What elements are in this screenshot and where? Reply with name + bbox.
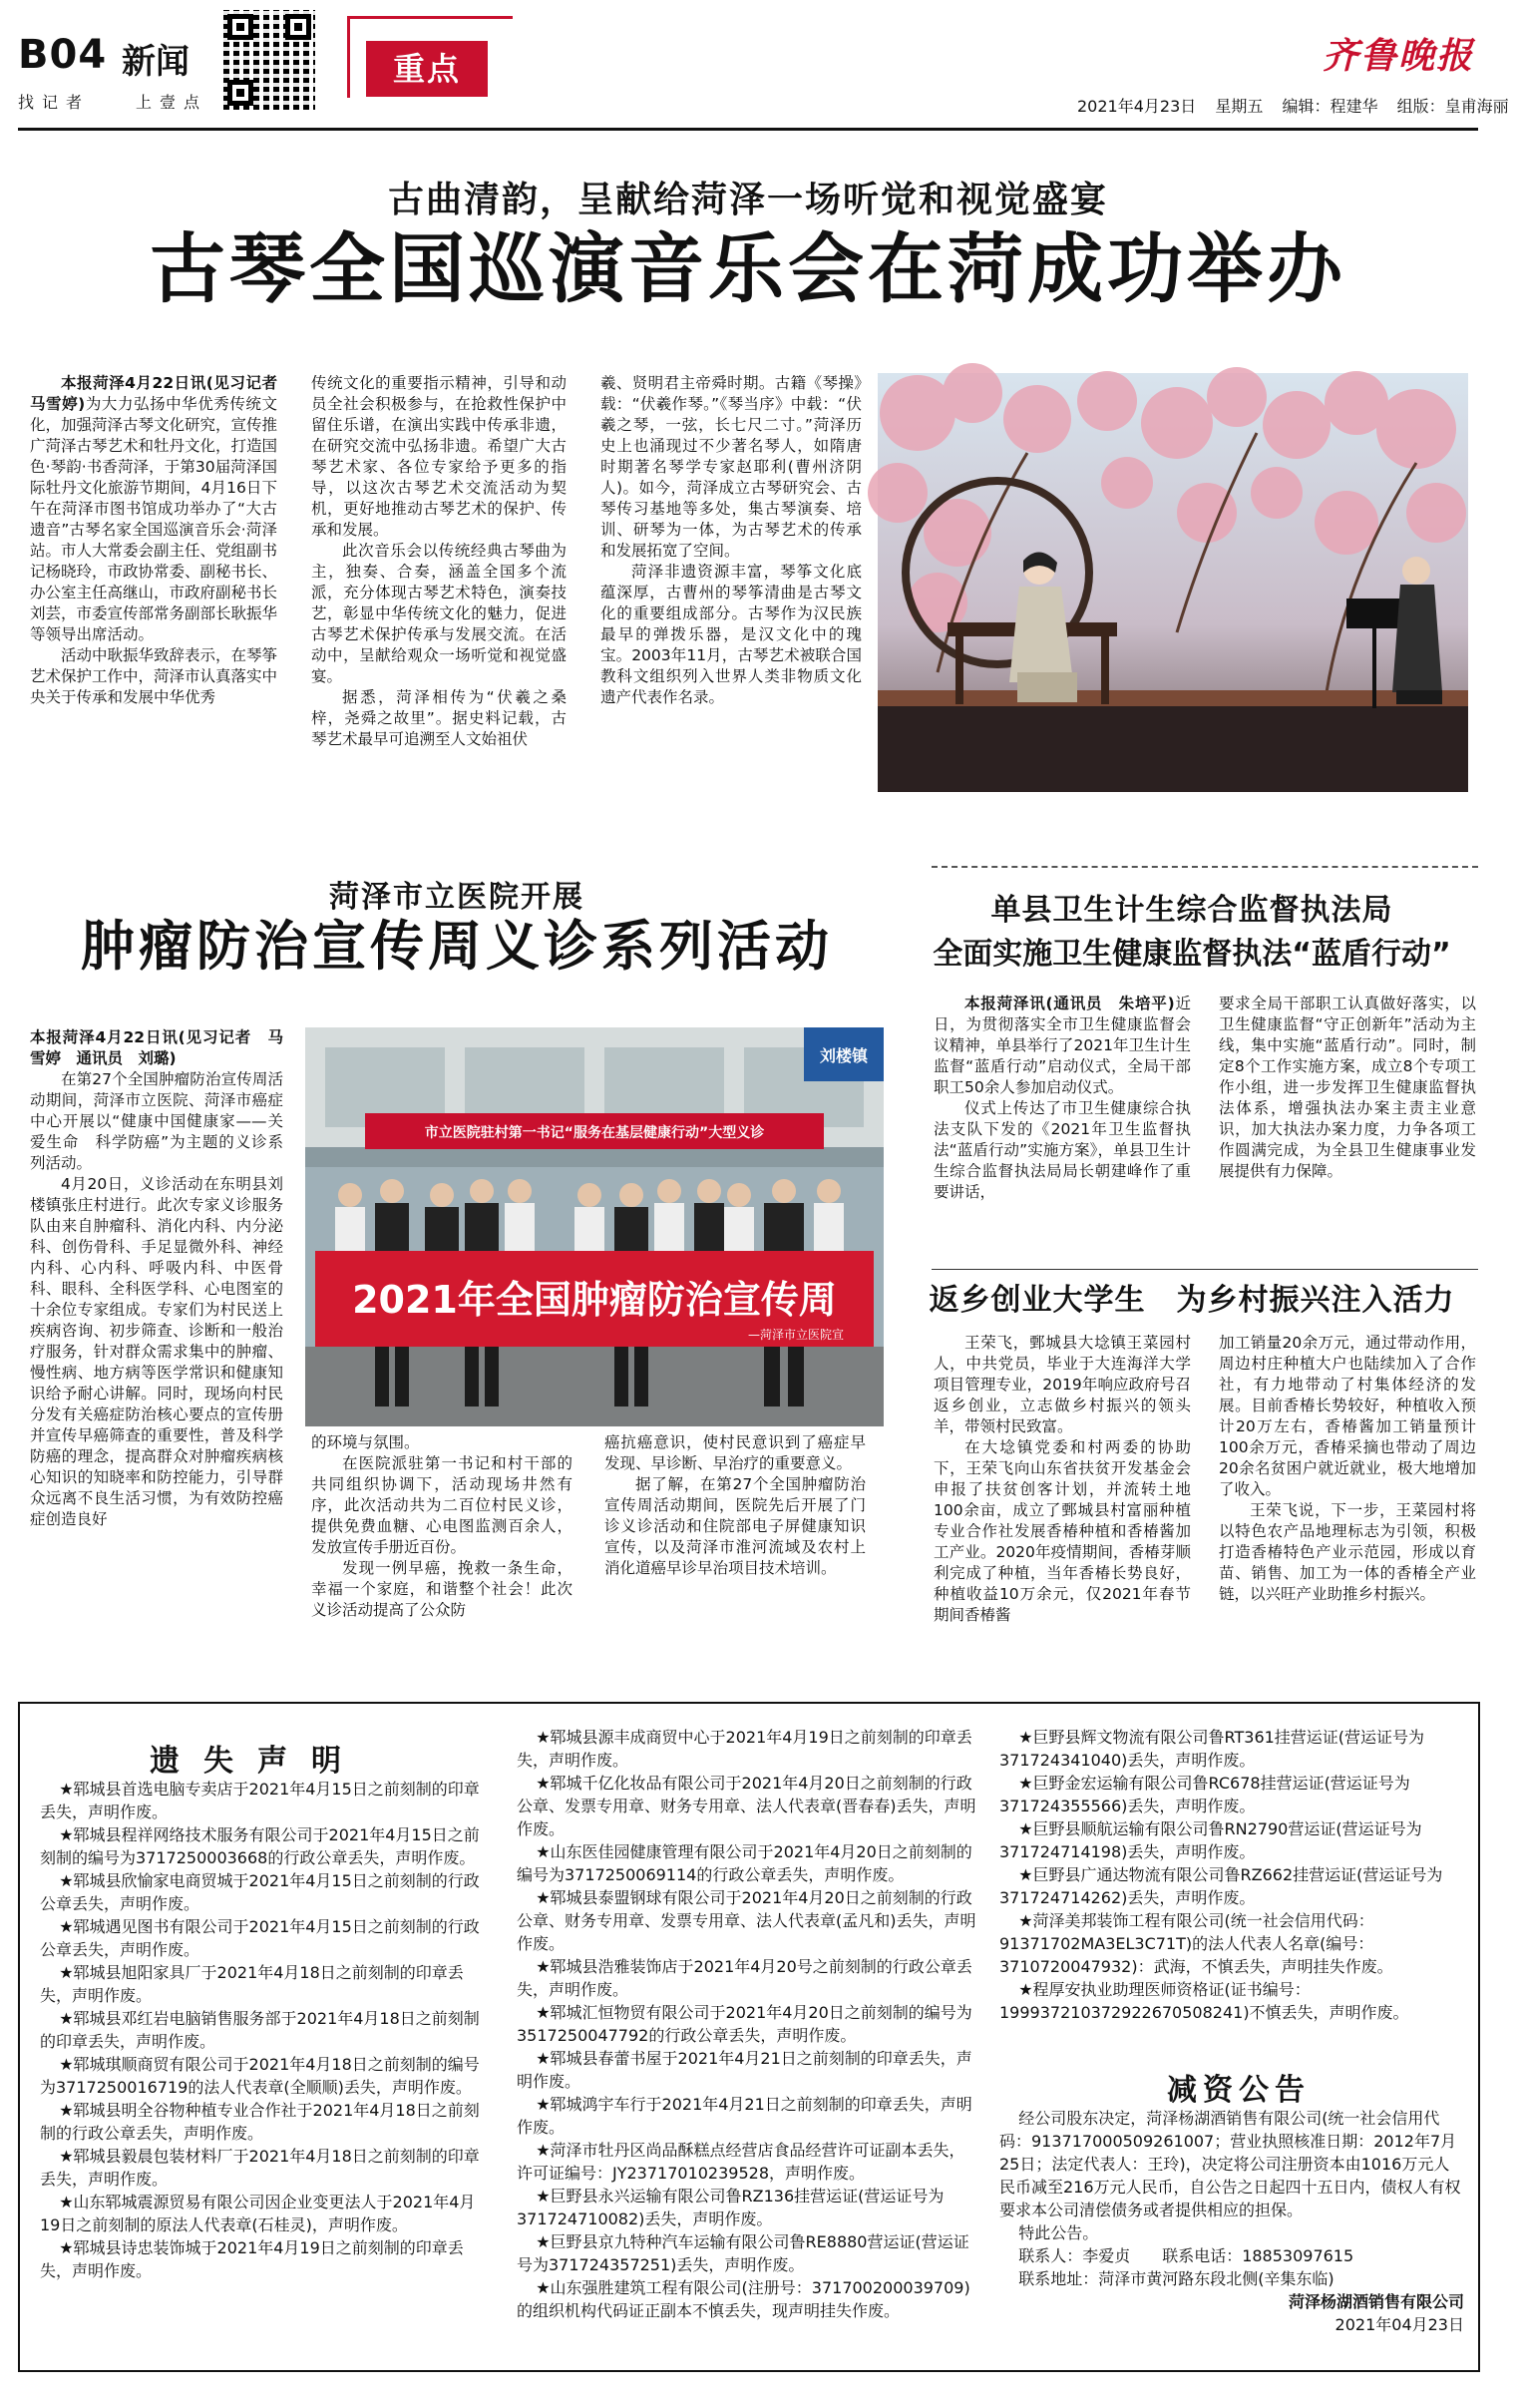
article3-col1-text: 近日，为贯彻落实全市卫生健康监督会议精神，单县举行了2021年卫生计生监督“蓝盾行动”启动仪式，全局干部职工50余人参加启动仪式。 — [934, 995, 1191, 1096]
masthead-sub-right: 上壹点 — [136, 93, 208, 112]
notice-item: ★山东医佳园健康管理有限公司于2021年4月20日之前刻制的编号为3717250069114的行政公章丢失，声明作废。 — [517, 1842, 972, 1884]
article3-headline-line1: 单县卫生计生综合监督执法局 — [990, 893, 1393, 928]
article1-headline: 古琴全国巡演音乐会在菏成功举办 — [150, 224, 1346, 313]
article3-byline: 本报菏泽讯(通讯员 朱培平) — [964, 995, 1175, 1012]
article1-col3b-text: 菏泽非遗资源丰富，琴筝文化底蕴深厚，古曹州的琴筝清曲是古琴文化的重要组成部分。古琴作为汉民族最早的弹拨乐器，是汉文化中的瑰宝。2003年11月，古琴艺术被联合国教科文组织列入世界人类非物质文化遗产代表作名录。 — [600, 563, 862, 706]
notice-item: ★巨野县京九特种汽车运输有限公司鲁RE8880营运证(营运证号为371724357251)丢失，声明作废。 — [517, 2232, 969, 2274]
notice-item: ★郓城县毅晨包装材料厂于2021年4月18日之前刻制的印章丢失，声明作废。 — [40, 2147, 480, 2189]
capital-reduction-date: 2021年04月23日 — [1334, 2315, 1464, 2334]
article1-col3 — [600, 373, 862, 792]
article3-col1 — [934, 994, 1191, 1273]
capital-reduction-notice — [999, 2107, 1464, 2368]
article3-headline-line2: 全面实施卫生健康监督执法“蓝盾行动” — [933, 937, 1451, 972]
editor-credit: 编辑：程建华 — [1282, 97, 1378, 116]
notice-item: ★巨野县永兴运输有限公司鲁RZ136挂营运证(营运证号为371724710082)丢失，声明作废。 — [517, 2187, 945, 2228]
article2-col2c-text: 发现一例早癌，挽救一条生命，幸福一个家庭，和谐整个社会！此次义诊活动提高了公众防 — [311, 1559, 572, 1619]
notice-item: ★郓城县春蕾书屋于2021年4月21日之前刻制的印章丢失，声明作废。 — [517, 2049, 972, 2091]
notice-item: ★郓城琪顺商贸有限公司于2021年4月18日之前刻制的编号为3717250016719的法人代表章(全顺顺)丢失，声明作废。 — [40, 2055, 480, 2097]
village-sign: 刘楼镇 — [819, 1046, 869, 1065]
article1-col2 — [311, 373, 567, 792]
notice-item: ★郓城县诗忠装饰城于2021年4月19日之前刻制的印章丢失，声明作废。 — [40, 2238, 464, 2280]
masthead — [18, 10, 1509, 128]
article3-col2 — [1219, 994, 1476, 1273]
section-name: 新闻 — [122, 42, 190, 82]
article1-col3-text: 羲、贤明君主帝舜时期。古籍《琴操》载：“伏羲作琴。”《琴当序》中载：“伏羲之琴，一弦，长七尺二寸。”菏泽历史上也涌现过不少著名琴人，如隋唐时期著名琴学专家赵耶利(曹州济阴人)。如今，菏泽成立古琴研究会、古琴传习基地等多处，集古琴演奏、培训、研琴为一体，为古琴艺术的传承和发展拓宽了空间。 — [600, 374, 862, 560]
article2-byline: 本报菏泽4月22日讯(见习记者 马雪婷 通讯员 刘璐) — [30, 1028, 283, 1067]
hospital-clinic-illustration — [305, 1027, 884, 1426]
article2-kicker: 菏泽市立医院开展 — [329, 880, 584, 915]
capital-reduction-body: 经公司股东决定，菏泽杨湖酒销售有限公司(统一社会信用代码：913717000509261007；营业执照核准日期：2012年7月25日；法定代表人：王玲)，决定将公司注册资本由1016万元人民币减至216万元人民币，自公告之日起四十五日内，债权人有权要求本公司清偿债务或者提供相应的担保。 — [999, 2109, 1461, 2219]
capital-reduction-contact: 联系人：李爱贞 联系电话：18853097615 — [1018, 2246, 1354, 2265]
article2-col2 — [311, 1432, 572, 1682]
issue-weekday: 星期五 — [1215, 97, 1264, 116]
capital-reduction-title: 减资公告 — [1167, 2073, 1311, 2108]
notice-item: ★郓城县源丰成商贸中心于2021年4月19日之前刻制的印章丢失，声明作废。 — [517, 1728, 972, 1770]
lost-notice-title: 遗失声明 — [150, 1744, 365, 1779]
article4-col2 — [1219, 1333, 1476, 1682]
notice-item: ★山东强胜建筑工程有限公司(注册号：371700200039709)的组织机构代码证正副本不慎丢失，现声明挂失作废。 — [517, 2278, 970, 2320]
notice-col2 — [517, 1726, 977, 2364]
article2-col3b-text: 据了解，在第27个全国肿瘤防治宣传周活动期间，医院先后开展了门诊义诊活动和住院部电子屏健康知识宣传，以及菏泽市淮河流域及农村上消化道癌早诊早治项目技术培训。 — [604, 1475, 866, 1577]
article2-col1b-text: 4月20日，义诊活动在东明县刘楼镇张庄村进行。此次专家义诊服务队由来自肿瘤科、消化内科、内分泌科、创伤骨科、手足显微外科、神经内科、心内科、呼吸内科、中医骨科、眼科、全科医学科、心电图室的十余位专家组成。专家们为村民送上疾病咨询、初步筛查、诊断和一般治疗服务，针对群众需求集中的肿瘤、慢性病、地方病等医学常识和健康知识给予耐心讲解。同时，现场向村民分发有关癌症防治核心要点的宣传册并宣传早癌筛查的重要性，普及科学防癌的理念，提高群众对肿瘤疾病核心知识的知晓率和防控能力，引导群众远离不良生活习惯，为有效防控癌症创造良好 — [30, 1175, 283, 1528]
article2-col3-text: 癌抗癌意识，使村民意识到了癌症早发现、早诊断、早治疗的重要意义。 — [604, 1433, 866, 1472]
article1-col2c-text: 据悉，菏泽相传为“伏羲之桑梓，尧舜之故里”。据史料记载，古琴艺术最早可追溯至人文始祖伏 — [311, 688, 567, 748]
notice-item: ★巨野金宏运输有限公司鲁RC678挂营运证(营运证号为371724355566)丢失，声明作废。 — [999, 1774, 1410, 1815]
notice-item: ★郓城汇恒物贸有限公司于2021年4月20日之前刻制的编号为3517250047792的行政公章丢失，声明作废。 — [517, 2003, 972, 2045]
article2-col2-text: 的环境与氛围。 — [311, 1433, 420, 1451]
notice-item: ★郓城县邓红岩电脑销售服务部于2021年4月18日之前刻制的印章丢失，声明作废。 — [40, 2009, 480, 2051]
notice-item: ★郓城鸿宇车行于2021年4月21日之前刻制的印章丢失，声明作废。 — [517, 2095, 972, 2137]
article4-col1-text: 王荣飞，鄄城县大埝镇王菜园村人，中共党员，毕业于大连海洋大学项目管理专业，2019年响应政府号召返乡创业，立志做乡村振兴的领头羊，带领村民致富。 — [934, 1334, 1191, 1435]
article4-col1 — [934, 1333, 1191, 1682]
notice-item: ★巨野县顺航运输有限公司鲁RN2790营运证(营运证号为371724714198)丢失，声明作废。 — [999, 1819, 1422, 1861]
hospital-clinic-photo — [305, 1027, 884, 1426]
article1-kicker: 古曲清韵，呈献给菏泽一场听觉和视觉盛宴 — [387, 180, 1108, 220]
notice-col1 — [40, 1778, 495, 2366]
notice-item: ★巨野县辉文物流有限公司鲁RT361挂营运证(营运证号为371724341040)丢失，声明作废。 — [999, 1728, 1425, 1770]
notice-item: ★郓城县旭阳家具厂于2021年4月18日之前刻制的印章丢失，声明作废。 — [40, 1963, 464, 2005]
page-number: B04 — [18, 32, 108, 78]
masthead-rule — [18, 128, 1478, 131]
clinic-banner-sub: —菏泽市立医院宣 — [747, 1328, 844, 1342]
article3-col2-text: 要求全局干部职工认真做好落实，以卫生健康监督“守正创新年”活动为主线，集中实施“蓝盾行动”。同时，制定8个工作实施方案，成立8个专项工作小组，进一步发挥卫生健康监督执法体系，增强执法办案主责主业意识，加大执法办案力度，力争各项工作圆满完成，为全县卫生健康事业发展提供有力保障。 — [1219, 995, 1476, 1180]
notice-item: ★巨野县广通达物流有限公司鲁RZ662挂营运证(营运证号为371724714262)丢失，声明作废。 — [999, 1865, 1443, 1907]
guqin-concert-illustration — [878, 373, 1468, 792]
notice-item: ★山东郓城震源贸易有限公司因企业变更法人于2021年4月19日之前刻制的原法人代表章(石桂灵)，声明作废。 — [40, 2193, 476, 2234]
notice-item: ★郓城县浩雅装饰店于2021年4月20号之前刻制的行政公章丢失，声明作废。 — [517, 1957, 972, 1999]
notice-item: ★菏泽市牡丹区尚品酥糕点经营店食品经营许可证副本丢失，许可证编号：JY23717010239528，声明作废。 — [517, 2141, 965, 2183]
article2-col3 — [604, 1432, 866, 1682]
masthead-sub-left: 找记者 — [18, 93, 91, 112]
notice-item: ★菏泽美邦装饰工程有限公司(统一社会信用代码：91371702MA3EL3C71T)的法人代表人名章(编号：3710720047932)：武海，不慎丢失，声明挂失作废。 — [999, 1911, 1393, 1976]
article3-divider — [932, 866, 1478, 868]
article4-col2-text: 加工销量20余万元，通过带动作用，周边村庄种植大户也陆续加入了合作社，有力地带动了村集体经济的发展。目前香椿长势较好，种植收入预计20万左右，香椿酱加工销量预计100余万元，香椿采摘也带动了周边20余名贫困户就近就业，极大地增加了收入。 — [1219, 1334, 1476, 1498]
article3-col1b-text: 仪式上传达了市卫生健康综合执法支队下发的《2021年卫生监督执法“蓝盾行动”实施方案》，单县卫生计生综合监督执法局局长朝建峰作了重要讲话， — [934, 1099, 1191, 1201]
clinic-banner-top: 市立医院驻村第一书记“服务在基层健康行动”大型义诊 — [424, 1125, 765, 1141]
article1-col1 — [30, 373, 293, 792]
capital-reduction-company: 菏泽杨湖酒销售有限公司 — [1288, 2292, 1464, 2311]
article4-divider — [932, 1269, 1478, 1270]
section-tag-frame — [347, 16, 513, 98]
qr-code-icon — [223, 10, 315, 110]
notice-item: ★程厚安执业助理医师资格证(证书编号：199937210372922670508241)不慎丢失，声明作废。 — [999, 1980, 1409, 2022]
article1-byline: 本报菏泽4月22日讯(见习记者 马雪婷) — [30, 374, 293, 413]
newspaper-logo: 齐鲁晚报 — [1322, 35, 1474, 77]
notice-item: ★郓城县首选电脑专卖店于2021年4月15日之前刻制的印章丢失，声明作废。 — [40, 1780, 480, 1821]
clinic-banner-main: 2021年全国肿瘤防治宣传周 — [352, 1278, 837, 1322]
article2-col2b-text: 在医院派驻第一书记和村干部的共同组织协调下，活动现场井然有序，此次活动共为二百位村民义诊，提供免费血糖、心电图监测百余人，发放宣传手册近百份。 — [311, 1454, 572, 1556]
article2-col1-text: 在第27个全国肿瘤防治宣传周活动期间，菏泽市立医院、菏泽市癌症中心开展以“健康中国健康家——关爱生命 科学防癌”为主题的义诊系列活动。 — [30, 1070, 283, 1172]
article1-col2b-text: 此次音乐会以传统经典古琴曲为主，独奏、合奏，涵盖全国多个流派，充分体现古琴艺术特色，演奏技艺，彰显中华传统文化的魅力，促进古琴艺术保护传承与发展交流。在活动中，呈献给观众一场听觉和视觉盛宴。 — [311, 542, 567, 685]
notice-item: ★郓城县程祥网络技术服务有限公司于2021年4月15日之前刻制的编号为3717250003668的行政公章丢失，声明作废。 — [40, 1825, 480, 1867]
article2-col1 — [30, 1027, 283, 1676]
layout-credit: 组版：皇甫海丽 — [1396, 97, 1509, 116]
notice-item: ★郓城遇见图书有限公司于2021年4月15日之前刻制的行政公章丢失，声明作废。 — [40, 1917, 480, 1959]
notice-item: ★郓城县泰盟钢球有限公司于2021年4月20日之前刻制的行政公章、财务专用章、发票专用章、法人代表章(孟凡和)丢失，声明作废。 — [517, 1888, 976, 1953]
capital-reduction-address: 联系地址：菏泽市黄河路东段北侧(辛集东临) — [1018, 2269, 1334, 2288]
section-tag: 重点 — [366, 41, 488, 97]
issue-date: 2021年4月23日 — [1077, 97, 1197, 116]
capital-reduction-closing: 特此公告。 — [1018, 2223, 1099, 2242]
notice-col3 — [999, 1726, 1464, 2055]
article1-col1-text: 为大力弘扬中华优秀传统文化，加强菏泽古琴文化研究，宣传推广菏泽古琴艺术和牡丹文化，打造国色·琴韵·书香菏泽，于第30届菏泽国际牡丹文化旅游节期间，4月16日下午在菏泽市图书馆成功举办了“大古遗音”古琴名家全国巡演音乐会·菏泽站。市人大常委会副主任、党组副书记杨晓玲，市政协常委、副秘书长、办公室主任高继山，市政府副秘书长刘芸，市委宣传部常务副部长耿振华等领导出席活动。 — [30, 395, 278, 643]
article4-col2b-text: 王荣飞说，下一步，王菜园村将以特色农产品地理标志为引领，积极打造香椿特色产业示范园，形成以育苗、销售、加工为一体的香椿全产业链，以兴旺产业助推乡村振兴。 — [1219, 1501, 1476, 1603]
guqin-concert-photo — [878, 373, 1468, 792]
article1-col2-text: 传统文化的重要指示精神，引导和动员全社会积极参与，在抢救性保护中留住乐谱，在演出实践中传承非遗，在研究交流中弘扬非遗。希望广大古琴艺术家、各位专家给予更多的指导，以这次古琴艺术交流活动为契机，更好地推动古琴艺术的保护、传承和发展。 — [311, 374, 567, 539]
issue-meta — [1077, 94, 1523, 117]
notice-item: ★郓城县欣愉家电商贸城于2021年4月15日之前刻制的行政公章丢失，声明作废。 — [40, 1871, 480, 1913]
article4-headline: 返乡创业大学生 为乡村振兴注入活力 — [929, 1283, 1455, 1318]
article4-col1b-text: 在大埝镇党委和村两委的协助下，王荣飞向山东省扶贫开发基金会申报了扶贫创客计划，并流转土地100余亩，成立了鄄城县村富丽种植专业合作社发展香椿种植和香椿酱加工产业。2020年疫情期间，香椿芽顺利完成了种植，当年香椿长势良好，种植收益10万余元，仅2021年春节期间香椿酱 — [934, 1438, 1191, 1624]
article1-col1b-text: 活动中耿振华致辞表示，在琴筝艺术保护工作中，菏泽市认真落实中央关于传承和发展中华优秀 — [30, 646, 278, 706]
notice-item: ★郓城千亿化妆品有限公司于2021年4月20日之前刻制的行政公章、发票专用章、财务专用章、法人代表章(晋春春)丢失，声明作废。 — [517, 1774, 976, 1838]
notice-item: ★郓城县明全谷物种植专业合作社于2021年4月18日之前刻制的行政公章丢失，声明作废。 — [40, 2101, 480, 2143]
article2-headline: 肿瘤防治宣传周义诊系列活动 — [81, 915, 833, 978]
